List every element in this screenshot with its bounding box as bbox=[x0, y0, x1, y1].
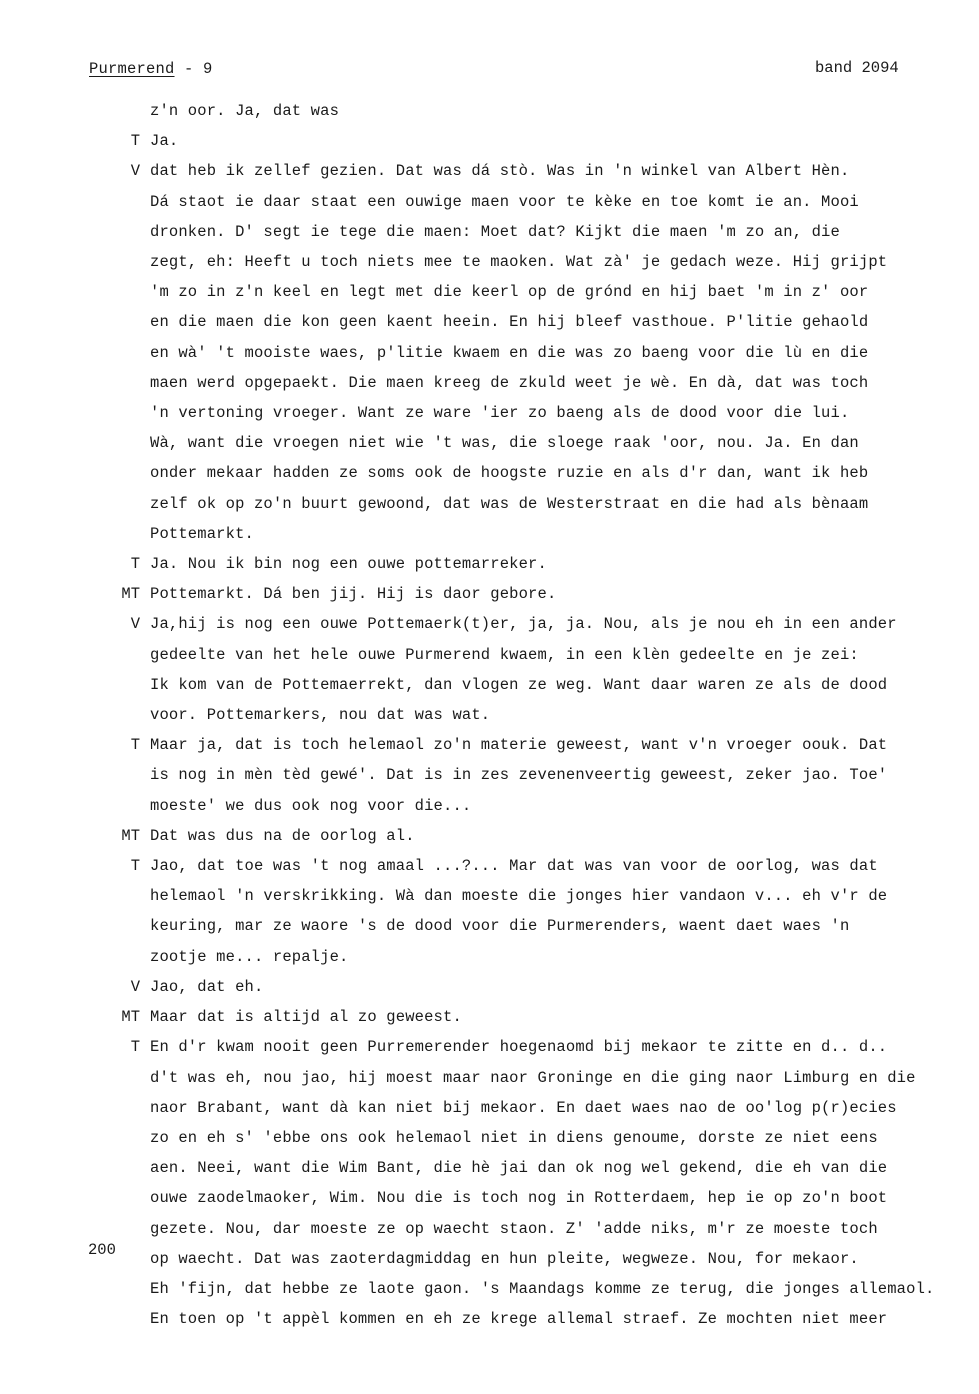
speaker-label: MT bbox=[121, 585, 140, 604]
transcript-line: Ja,hij is nog een ouwe Pottemaerk(t)er, ja, ja. Nou, als je nou eh in een ander bbox=[150, 615, 897, 634]
transcript-line: maen werd opgepaekt. Die maen kreeg de zkuld weet je wè. En dà, dat was toch bbox=[150, 373, 869, 392]
transcript-turn bbox=[0, 821, 979, 851]
transcript-line: aen. Neei, want die Wim Bant, die hè jai dan ok nog wel gekend, die eh van die bbox=[150, 1159, 888, 1178]
transcript-line: Dat was dus na de oorlog al. bbox=[150, 826, 415, 845]
transcript-line: en wà' 't mooiste waes, p'litie kwaem en die was zo baeng voor die lù en die bbox=[150, 343, 869, 362]
transcript-line: dronken. D' segt ie tege die maen: Moet dat? Kijkt die maen 'm zo an, die bbox=[150, 222, 840, 241]
transcript-line: Maar ja, dat is toch helemaol zo'n materie geweest, want v'n vroeger oouk. Dat bbox=[150, 736, 888, 755]
transcript-line: zootje me... repalje. bbox=[150, 947, 349, 966]
transcript-line: Ik kom van de Pottemaerrekt, dan vlogen ze weg. Want daar waren ze als de dood bbox=[150, 675, 888, 694]
transcript-line: Pottemarkt. Dá ben jij. Hij is daor gebore. bbox=[150, 585, 557, 604]
transcript-turn bbox=[0, 851, 979, 972]
transcript bbox=[0, 96, 979, 1334]
transcript-line: voor. Pottemarkers, nou dat was wat. bbox=[150, 706, 491, 725]
transcript-line: is nog in mèn tèd gewé'. Dat is in zes zevenenveertig geweest, zeker jao. Toe' bbox=[150, 766, 888, 785]
transcript-line: En toen op 't appèl kommen en eh ze krege allemal straef. Ze mochten niet meer bbox=[150, 1310, 888, 1329]
transcript-line: en die maen die kon geen kaent heein. En hij bleef vasthoue. P'litie gehaold bbox=[150, 313, 869, 332]
transcript-line: Wà, want die vroegen niet wie 't was, die sloege raak 'oor, nou. Ja. En dan bbox=[150, 434, 859, 453]
transcript-line: Ja. bbox=[150, 132, 179, 151]
transcript-line: z'n oor. Ja, dat was bbox=[150, 102, 340, 120]
transcript-line: moeste' we dus ook nog voor die... bbox=[150, 796, 472, 815]
transcript-line: naor Brabant, want dà kan niet bij mekaor. En daet waes nao de oo'log p(r)ecies bbox=[150, 1098, 897, 1117]
transcript-line: op waecht. Dat was zaoterdagmiddag en hun pleite, wegweze. Nou, for mekaor. bbox=[150, 1249, 859, 1268]
speaker-label: T bbox=[130, 132, 140, 151]
transcript-line: Pottemarkt. bbox=[150, 524, 254, 543]
transcript-turn bbox=[0, 609, 979, 730]
transcript-line: onder mekaar hadden ze soms ook de hoogste ruzie en als d'r dan, want ik heb bbox=[150, 464, 869, 483]
transcript-line: Dá staot ie daar staat een ouwige maen voor te kèke en toe komt ie an. Mooi bbox=[150, 192, 859, 211]
transcript-turn bbox=[0, 549, 979, 579]
transcript-line: gezete. Nou, dar moeste ze op waecht staon. Z' 'adde niks, m'r ze moeste toch bbox=[150, 1219, 878, 1238]
transcript-line: helemaol 'n verskrikking. Wà dan moeste die jonges hier vandaon v... eh v'r de bbox=[150, 887, 888, 906]
transcript-line: zo en eh s' 'ebbe ons ook helemaol niet in diens genoume, dorste ze niet eens bbox=[150, 1128, 878, 1147]
speaker-label: T bbox=[130, 736, 140, 755]
speaker-label: T bbox=[130, 1038, 140, 1057]
transcript-turn bbox=[0, 1032, 979, 1334]
transcript-line: dat heb ik zellef gezien. Dat was dá stò. Was in 'n winkel van Albert Hèn. bbox=[150, 162, 850, 181]
transcript-turn bbox=[0, 156, 979, 549]
transcript-line: Ja. Nou ik bin nog een ouwe pottemarreker. bbox=[150, 555, 547, 574]
transcript-turn bbox=[0, 579, 979, 609]
transcript-line: d't was eh, nou jao, hij moest maar naor Groninge en die ging naor Limburg en die bbox=[150, 1068, 916, 1087]
speaker-label: MT bbox=[121, 1008, 140, 1027]
speaker-label: T bbox=[130, 857, 140, 876]
transcript-line: Jao, dat eh. bbox=[150, 977, 264, 996]
transcript-turn bbox=[0, 972, 979, 1002]
transcript-line: Maar dat is altijd al zo geweest. bbox=[150, 1008, 462, 1027]
transcript-turn bbox=[0, 730, 979, 821]
transcript-line: Eh 'fijn, dat hebbe ze laote gaon. 's Maandags komme ze terug, die jonges allemaol. bbox=[150, 1279, 935, 1298]
speaker-label: V bbox=[130, 977, 140, 996]
speaker-label: V bbox=[130, 615, 140, 634]
header-page-number: - 9 bbox=[174, 60, 213, 78]
transcript-turn bbox=[0, 96, 979, 126]
speaker-label: V bbox=[130, 162, 140, 181]
transcript-line: 'm zo in z'n keel en legt met die keerl op de grónd en hij baet 'm in z' oor bbox=[150, 283, 869, 302]
transcript-line: zelf ok op zo'n buurt gewoond, dat was de Westerstraat en die had als bènaam bbox=[150, 494, 869, 513]
transcript-line: gedeelte van het hele ouwe Purmerend kwaem, in een klèn gedeelte en je zei: bbox=[150, 645, 859, 664]
header-place: Purmerend bbox=[89, 60, 175, 78]
transcript-turn bbox=[0, 1002, 979, 1032]
margin-line-number: 200 bbox=[88, 1241, 116, 1259]
transcript-line: 'n vertoning vroeger. Want ze ware 'ier zo baeng als de dood voor die lui. bbox=[150, 404, 850, 423]
transcript-line: keuring, mar ze waore 's de dood voor die Purmerenders, waent daet waes 'n bbox=[150, 917, 850, 936]
speaker-label: T bbox=[130, 555, 140, 574]
page-header-left bbox=[89, 60, 213, 78]
transcript-line: ouwe zaodelmaoker, Wim. Nou die is toch nog in Rotterdaem, hep ie op zo'n boot bbox=[150, 1189, 888, 1208]
transcript-line: zegt, eh: Heeft u toch niets mee te maoken. Wat zà' je gedach weze. Hij grijpt bbox=[150, 253, 888, 272]
transcript-line: Jao, dat toe was 't nog amaal ...?... Mar dat was van voor de oorlog, was dat bbox=[150, 857, 878, 876]
transcript-turn bbox=[0, 126, 979, 156]
header-tape-number: band 2094 bbox=[815, 59, 899, 77]
speaker-label: MT bbox=[121, 826, 140, 845]
transcript-line: En d'r kwam nooit geen Purremerender hoegenaomd bij mekaor te zitte en d.. d.. bbox=[150, 1038, 888, 1057]
